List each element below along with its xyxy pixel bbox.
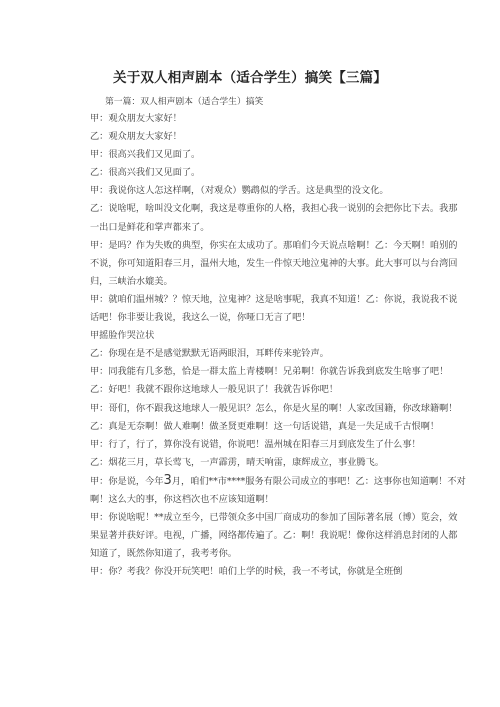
paragraph: 甲摇脸作哭泣状 — [90, 330, 155, 342]
paragraph: 乙：你现在是不是感觉默默无语两眼泪，耳畔传来驼铃声。 — [90, 348, 329, 360]
paragraph-number: 3 — [163, 472, 172, 488]
document-title: 关于双人相声剧本（适合学生）搞笑【三篇】 — [113, 70, 387, 86]
paragraph: 乙：说啥呢，啥叫没文化啊，我这是尊重你的人格，我担心我一说别的会把你比下去。我那一出口是鲜花和掌声都来了。 — [90, 203, 458, 233]
paragraph-text: 月，咱们**市****服务有限公司成立的事吧！乙：这事你也知道啊！不对啊！这么大的事，你这档次也不应该知道啊！ — [90, 475, 466, 505]
paragraph: 甲：很高兴我们又见面了。 — [90, 149, 201, 161]
paragraph: 乙：观众朋友大家好！ — [90, 131, 182, 143]
paragraph: 甲：是吗？作为失败的典型，你实在太成功了。那咱们今天说点啥啊！乙：今天啊！咱别的不说，你可知道阳春三月，温州大地，发生一件惊天地泣鬼神的大事。此大事可以与台湾回归，三峡治水媲美。 — [90, 239, 458, 287]
paragraph: 甲：行了，行了，算你没有说错，你说吧！温州城在阳春三月到底发生了什么事！ — [90, 438, 421, 450]
paragraph: 乙：好吧！我就不跟你这地球人一般见识了！我就告诉你吧！ — [90, 384, 339, 396]
document-subtitle: 第一篇：双人相声剧本（适合学生）搞笑 — [105, 97, 264, 107]
paragraph: 甲：我说你这人怎这样啊，（对观众）鹦鹉似的学舌。这是典型的没文化。 — [90, 185, 389, 197]
paragraph — [90, 472, 466, 509]
paragraph: 甲：就咱们温州城？？惊天地，泣鬼神？这是啥事呢，我真不知道！乙：你说，我说我不说话吧！你非要让我说，我这么一说，你哑口无言了吧！ — [90, 293, 458, 324]
paragraph: 甲：同我能有几多愁，恰是一群太监上青楼啊！兄弟啊！你就告诉我到底发生啥事了吧！ — [90, 366, 449, 378]
paragraph-text: 甲：你是说，今年 — [90, 475, 164, 487]
paragraph: 甲：你说啥呢！**成立至今，已带领众多中国厂商成功的参加了国际著名展（博）览会，效果显著并获好评。电视，广播，网络都传遍了。乙：啊！我说呢！像你这样消息封闭的人都知道了，既然你知道了，我考考你。 — [90, 512, 458, 560]
paragraph: 甲：观众朋友大家好！ — [90, 113, 182, 124]
paragraph: 甲：你？考我？你没开玩笑吧！咱们上学的时候，我一不考试，你就是全班倒 — [90, 566, 403, 578]
paragraph: 乙：很高兴我们又见面了。 — [90, 167, 201, 179]
document-body — [90, 110, 466, 581]
paragraph: 甲：哥们，你不跟我这地球人一般见识？怎么，你是火星的啊！人家改国籍，你改球籍啊！ — [90, 402, 458, 414]
paragraph: 乙：烟花三月，草长莺飞，一声霹雳，晴天响雷，康辉成立，事业腾飞。 — [90, 456, 384, 468]
paragraph: 乙：真是无奈啊！做人难啊！做圣贤更难啊！这一句话说错，真是一失足成千古恨啊！ — [90, 420, 440, 432]
